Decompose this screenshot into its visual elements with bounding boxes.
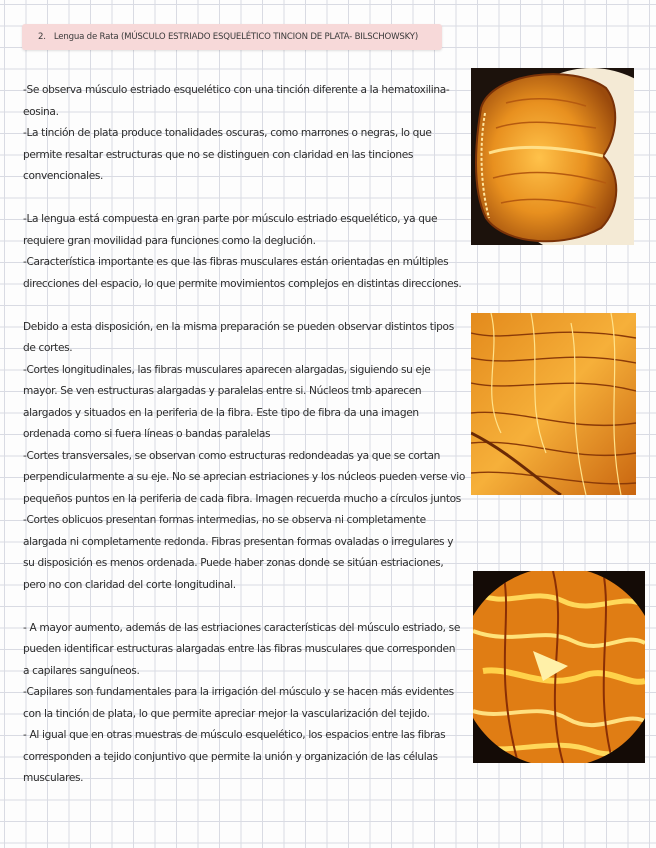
micrograph-low-magnification xyxy=(471,68,634,245)
micrograph-high-magnification xyxy=(473,571,645,763)
text-line: requiere gran movilidad para funciones como la deglución. xyxy=(23,234,316,247)
paragraph-gap xyxy=(23,596,468,618)
text-line: convencionales. xyxy=(23,170,104,182)
text-line: alargada ni completamente redonda. Fibras presentan formas ovaladas o irregulares y xyxy=(23,535,454,548)
text-line: -La lengua está compuesta en gran parte por músculo estriado esquelético, ya que xyxy=(23,213,438,225)
text-line: mayor. Se ven estructuras alargadas y paralelas entre si. Núcleos tmb aparecen xyxy=(23,385,422,397)
notes-text xyxy=(23,80,468,790)
text-line: con la tinción de plata, lo que permite apreciar mejor la vascularización del tejido. xyxy=(23,707,430,720)
text-line: pueden identificar estructuras alargadas entre las fibras musculares que corresponden xyxy=(23,643,456,655)
text-line: -La tinción de plata produce tonalidades oscuras, como marrones o negras, lo que xyxy=(23,127,432,139)
title-text: Lengua de Rata (MÚSCULO ESTRIADO ESQUELÉTICO TINCION DE PLATA- BILSCHOWSKY) xyxy=(53,32,418,42)
text-line: -Cortes transversales, se observan como estructuras redondeadas ya que se cortan xyxy=(23,449,441,462)
title-number: 2. xyxy=(38,32,46,42)
paragraph-gap xyxy=(23,295,468,317)
text-line: a capilares sanguíneos. xyxy=(23,664,140,677)
micrograph-oblique-fibers xyxy=(471,313,636,495)
text-line: pero no con claridad del corte longitudinal. xyxy=(23,578,236,591)
text-line: corresponden a tejido conjuntivo que permite la unión y organización de las células xyxy=(23,750,438,763)
text-line: ordenada como si fuera líneas o bandas paralelas xyxy=(23,428,271,440)
text-line: -Se observa músculo estriado esquelético con una tinción diferente a la hematoxilina- xyxy=(23,84,450,96)
page-title xyxy=(22,24,442,50)
text-line: alargados y situados en la periferia de la fibra. Este tipo de fibra da una imagen xyxy=(23,406,419,419)
text-line: -Cortes oblicuos presentan formas intermedias, no se observa ni completamente xyxy=(23,514,426,526)
paragraph-gap xyxy=(23,188,468,210)
text-line: - A mayor aumento, además de las estriaciones características del músculo estriado, se xyxy=(23,621,461,634)
text-line: de cortes. xyxy=(23,342,73,354)
text-line: Debido a esta disposición, en la misma preparación se pueden observar distintos tipos xyxy=(23,320,454,333)
text-line: perpendicularmente a su eje. No se aprecian estriaciones y los núcleos pueden verse vio xyxy=(23,471,465,483)
text-line: -Capilares son fundamentales para la irrigación del músculo y se hacen más evidentes xyxy=(23,686,454,698)
text-line: pequeños puntos en la periferia de cada fibra. Imagen recuerda mucho a círculos juntos xyxy=(23,492,461,505)
text-line: - Al igual que en otras muestras de músculo esquelético, los espacios entre las fibras xyxy=(23,729,446,741)
text-line: permite resaltar estructuras que no se distinguen con claridad en las tinciones xyxy=(23,148,414,161)
text-line: musculares. xyxy=(23,772,84,784)
text-line: -Cortes longitudinales, las fibras musculares aparecen alargadas, siguiendo su eje xyxy=(23,363,431,376)
text-line: eosina. xyxy=(23,105,59,118)
text-line: -Característica importante es que las fibras musculares están orientadas en múltiples xyxy=(23,256,449,268)
text-line: su disposición es menos ordenada. Puede haber zonas donde se sitúan estriaciones, xyxy=(23,557,444,569)
text-line: direcciones del espacio, lo que permite movimientos complejos en distintas direcciones. xyxy=(23,277,462,290)
